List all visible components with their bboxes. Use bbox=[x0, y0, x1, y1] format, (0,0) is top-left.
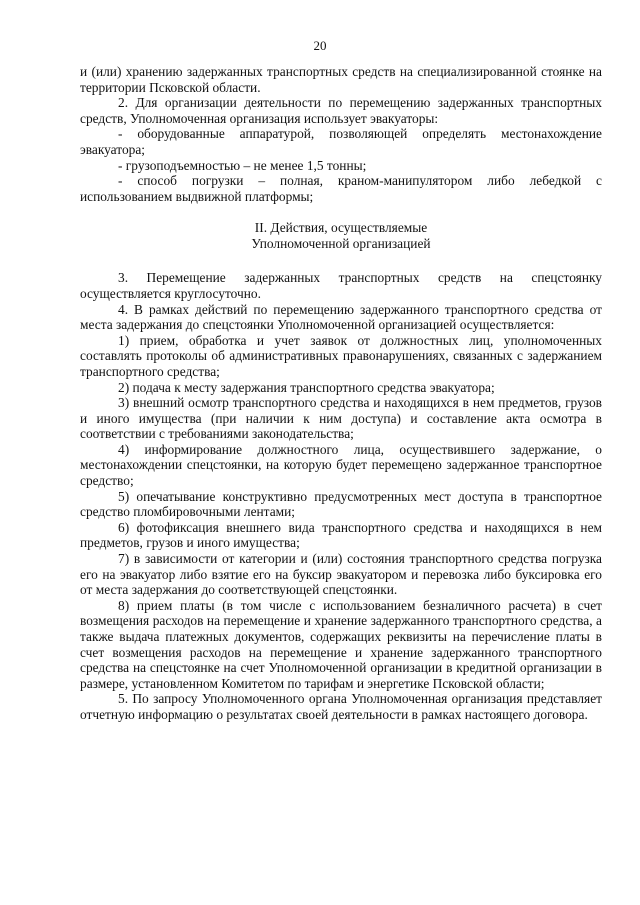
paragraph-subitem-3: 3) внешний осмотр транспортного средства и находящихся в нем предметов, грузов и иного имущества (при наличии к ним доступа) и составление акта осмотра в соответствии с требованиями законодательства; bbox=[80, 395, 602, 442]
paragraph-subitem-7: 7) в зависимости от категории и (или) состояния транспортного средства погрузка его на эвакуатор либо взятие его на буксир эвакуатором и перевозка либо буксировка его от места задержания до соответствующей спецстоянки. bbox=[80, 551, 602, 598]
section-heading-line1: II. Действия, осуществляемые bbox=[254, 220, 428, 236]
section-heading bbox=[80, 220, 602, 252]
page-number: 20 bbox=[313, 38, 327, 53]
paragraph-subitem-1: 1) прием, обработка и учет заявок от должностных лиц, уполномоченных составлять протоколы об административных правонарушениях, связанных с задержанием транспортного средства; bbox=[80, 332, 602, 379]
paragraph-item-2: 2. Для организации деятельности по перемещению задержанных транспортных средств, Уполномоченная организация использует эвакуаторы: bbox=[80, 95, 602, 126]
paragraph-bullet-capacity: - грузоподъемностью – не менее 1,5 тонны; bbox=[118, 157, 367, 173]
document-body bbox=[80, 64, 602, 723]
paragraph-subitem-5: 5) опечатывание конструктивно предусмотренных мест доступа в транспортное средство пломбировочными лентами; bbox=[80, 488, 602, 520]
section-heading-line2: Уполномоченной организацией bbox=[251, 236, 431, 252]
paragraph-item-3: 3. Перемещение задержанных транспортных средств на спецстоянку осуществляется круглосуточно. bbox=[80, 270, 602, 301]
paragraph-subitem-4: 4) информирование должностного лица, осуществившего задержание, о местонахождении спецстоянки, на которую будет перемещено задержанное транспортное средство; bbox=[80, 441, 602, 489]
paragraph-bullet-loading: - способ погрузки – полная, краном-манипулятором либо лебедкой с использованием выдвижной платформы; bbox=[80, 173, 602, 204]
paragraph-continuation: и (или) хранению задержанных транспортных средств на специализированной стоянке на территории Псковской области. bbox=[80, 64, 602, 95]
paragraph-item-4: 4. В рамках действий по перемещению задержанного транспортного средства от места задержания до спецстоянки Уполномоченной организацией осуществляется: bbox=[80, 301, 602, 333]
paragraph-subitem-2: 2) подача к месту задержания транспортного средства эвакуатора; bbox=[118, 379, 495, 395]
paragraph-subitem-6: 6) фотофиксация внешнего вида транспортного средства и находящихся в нем предметов, грузов и иного имущества; bbox=[80, 519, 602, 551]
paragraph-bullet-equipment: - оборудованные аппаратурой, позволяющей определять местонахождение эвакуатора; bbox=[80, 126, 602, 157]
paragraph-item-5: 5. По запросу Уполномоченного органа Уполномоченная организация представляет отчетную информацию о результатах своей деятельности в рамках настоящего договора. bbox=[80, 691, 602, 722]
paragraph-subitem-8: 8) прием платы (в том числе с использованием безналичного расчета) в счет возмещения расходов на перемещение и хранение задержанного транспортного средства, а также выдача платежных документов, содержащих реквизиты на перечисление платы в счет возмещения расходов на перемещение и хранение задержанного транспортного средства на спецстоянке на счет Уполномоченной организации в кредитной организации в размере, установленном Комитетом по тарифам и энергетике Псковской области; bbox=[80, 597, 602, 691]
